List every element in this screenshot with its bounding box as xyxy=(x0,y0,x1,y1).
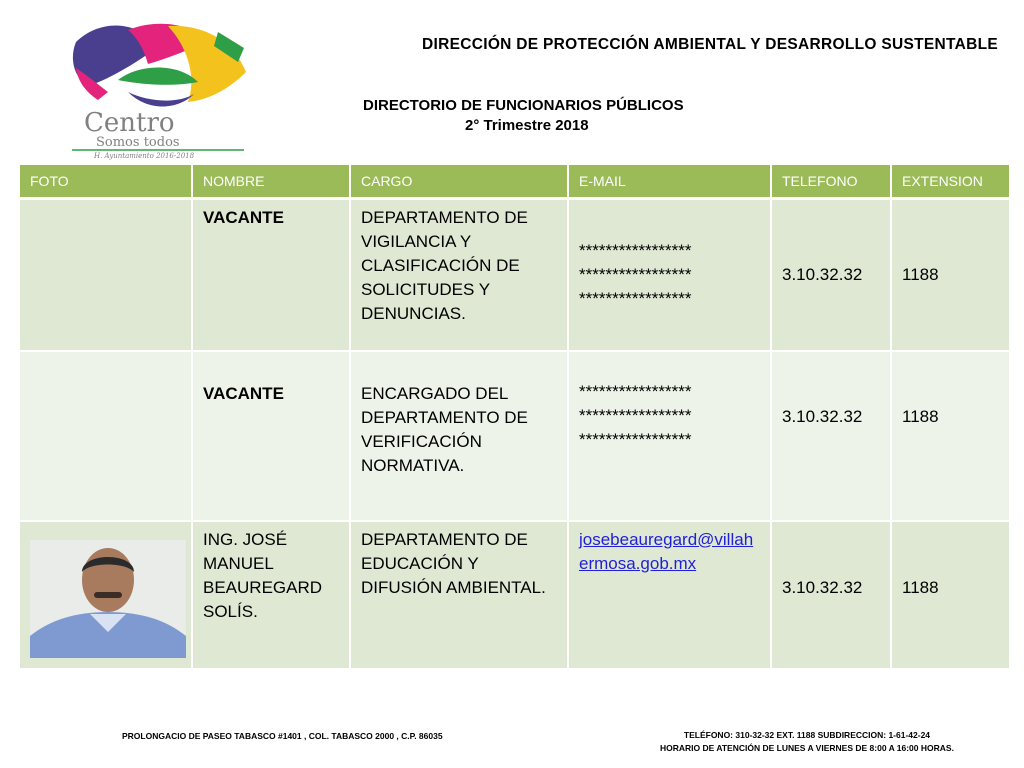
email-mask: ***************** xyxy=(579,381,692,401)
header-title: DIRECCIÓN DE PROTECCIÓN AMBIENTAL Y DESARROLLO SUSTENTABLE xyxy=(422,36,999,53)
email-link[interactable]: josebeauregard@villahermosa.gob.mx xyxy=(579,529,754,573)
cargo-cell: DEPARTAMENTO DE EDUCACIÓN Y DIFUSIÓN AMBIENTAL. xyxy=(350,521,568,669)
extension-cell: 1188 xyxy=(891,351,1010,521)
photo-cell xyxy=(20,351,192,521)
extension-cell: 1188 xyxy=(891,199,1010,351)
email-cell xyxy=(568,199,771,351)
email-cell xyxy=(568,521,771,669)
email-mask: ***************** xyxy=(579,240,692,260)
table-row xyxy=(20,199,1010,351)
footer-hours: HORARIO DE ATENCIÓN DE LUNES A VIERNES DE 8:00 A 16:00 HORAS. xyxy=(660,743,954,753)
email-mask: ***************** xyxy=(579,405,692,425)
photo-cell xyxy=(20,199,192,351)
column-header-foto: FOTO xyxy=(20,165,192,199)
official-photo xyxy=(30,540,186,658)
footer-address: PROLONGACIO DE PASEO TABASCO #1401 , COL. TABASCO 2000 , C.P. 86035 xyxy=(122,731,443,741)
cargo-cell: DEPARTAMENTO DE VIGILANCIA Y CLASIFICACIÓN DE SOLICITUDES Y DENUNCIAS. xyxy=(350,199,568,351)
directory-table xyxy=(20,165,1011,670)
column-header-extension: EXTENSION xyxy=(891,165,1010,199)
svg-text:Somos todos: Somos todos xyxy=(96,135,180,150)
telefono-cell: 3.10.32.32 xyxy=(771,521,891,669)
table-row xyxy=(20,521,1010,669)
svg-text:Centro: Centro xyxy=(84,108,175,138)
column-header-nombre: NOMBRE xyxy=(192,165,350,199)
page-subtitle: DIRECTORIO DE FUNCIONARIOS PÚBLICOS xyxy=(363,97,684,114)
table-header-row xyxy=(20,165,1010,199)
svg-text:H. Ayuntamiento 2016-2018: H. Ayuntamiento 2016-2018 xyxy=(94,152,195,160)
nombre-cell: VACANTE xyxy=(192,351,350,521)
period-label: 2° Trimestre 2018 xyxy=(465,117,589,134)
telefono-cell: 3.10.32.32 xyxy=(771,199,891,351)
telefono-cell: 3.10.32.32 xyxy=(771,351,891,521)
email-mask: ***************** xyxy=(579,288,692,308)
table-row xyxy=(20,351,1010,521)
centro-logo xyxy=(68,20,250,160)
column-header-email: E-MAIL xyxy=(568,165,771,199)
nombre-cell: VACANTE xyxy=(192,199,350,351)
column-header-telefono: TELEFONO xyxy=(771,165,891,199)
cargo-cell: ENCARGADO DEL DEPARTAMENTO DE VERIFICACIÓN NORMATIVA. xyxy=(350,351,568,521)
extension-cell: 1188 xyxy=(891,521,1010,669)
footer-contact xyxy=(660,729,954,755)
column-header-cargo: CARGO xyxy=(350,165,568,199)
photo-cell xyxy=(20,521,192,669)
footer-phone: TELÉFONO: 310-32-32 EXT. 1188 SUBDIRECCION: 1-61-42-24 xyxy=(683,730,931,740)
email-mask: ***************** xyxy=(579,429,692,449)
email-mask: ***************** xyxy=(579,264,692,284)
nombre-cell: ING. JOSÉ MANUEL BEAUREGARD SOLÍS. xyxy=(192,521,350,669)
email-cell xyxy=(568,351,771,521)
